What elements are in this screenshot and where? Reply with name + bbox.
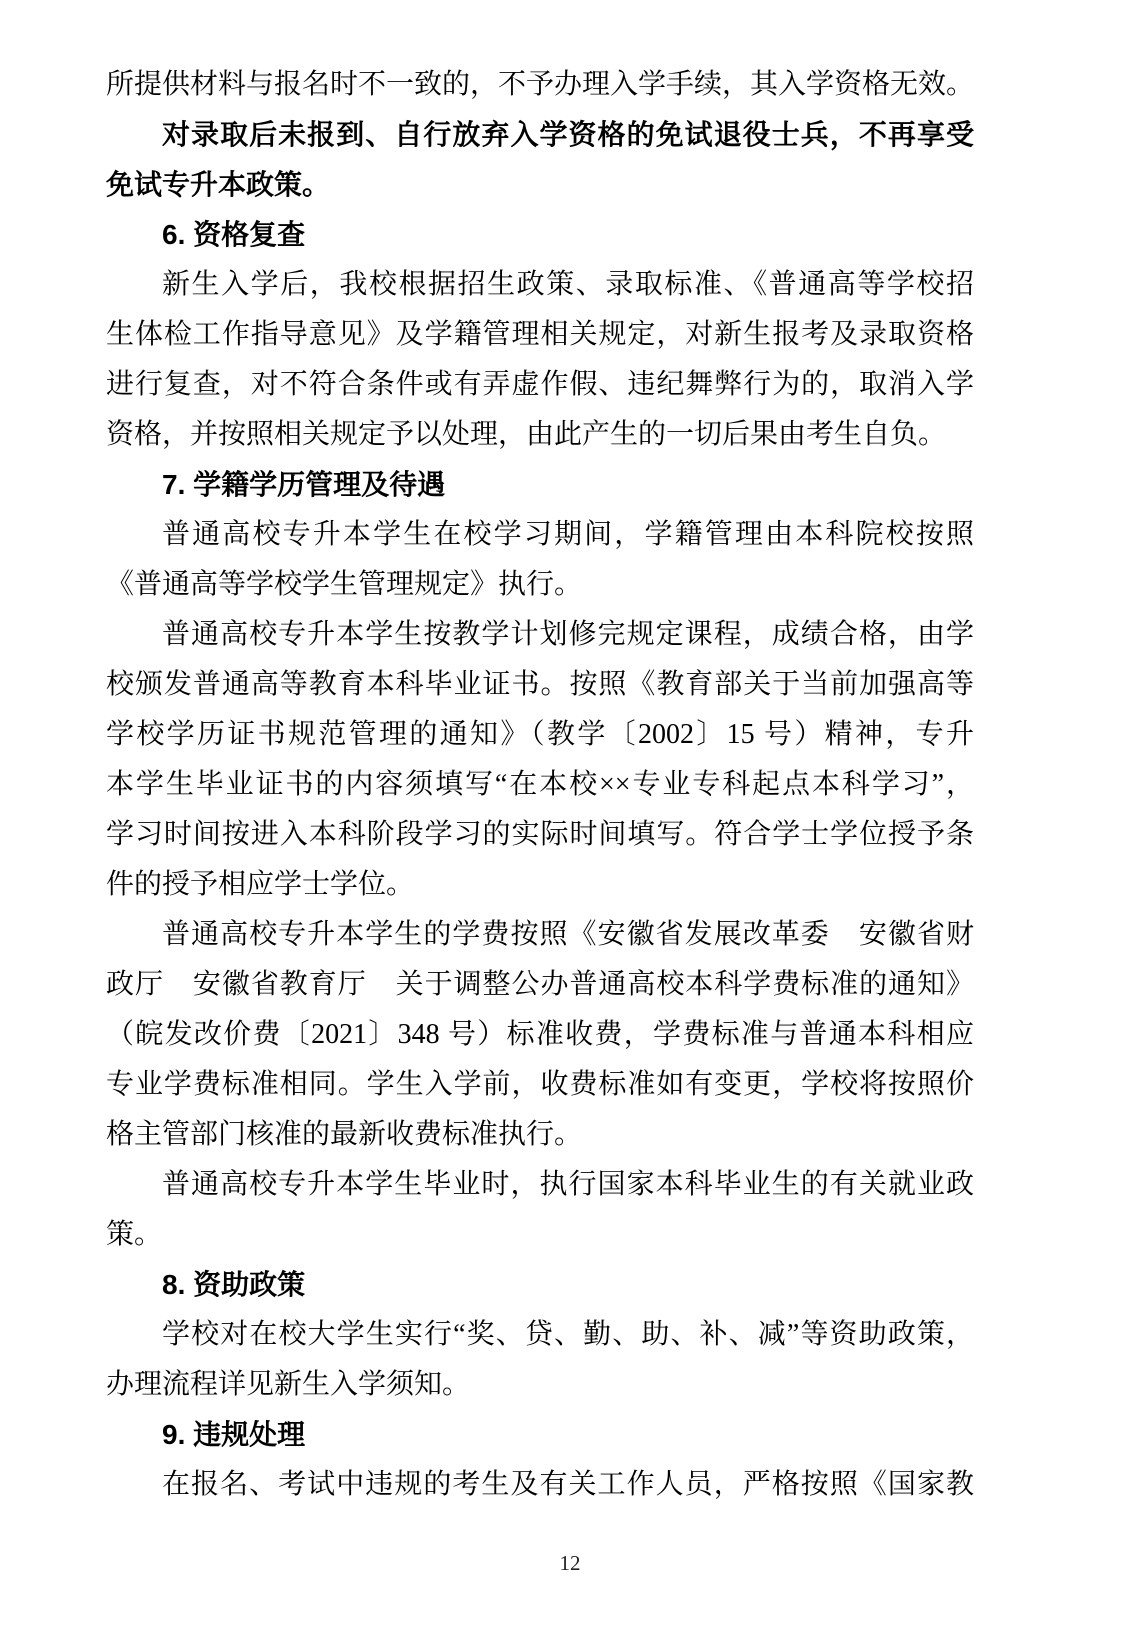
document-text-block (106, 60, 974, 1510)
paragraph-line: 学校对在校大学生实行“奖、贷、勤、助、补、减”等资助政策， (162, 1319, 974, 1350)
paragraph-line: 格主管部门核准的最新收费标准执行。 (106, 1119, 583, 1150)
paragraph-line: 普通高校专升本学生按教学计划修完规定课程，成绩合格，由学 (162, 619, 974, 650)
paragraph-line: 办理流程详见新生入学须知。 (106, 1369, 471, 1400)
paragraph-line: 《普通高等学校学生管理规定》执行。 (106, 569, 583, 600)
section-9-heading: 9. 违规处理 (162, 1419, 306, 1450)
paragraph-line: 学习时间按进入本科阶段学习的实际时间填写。符合学士学位授予条 (106, 819, 974, 850)
paragraph-line: （皖发改价费〔2021〕348 号）标准收费，学费标准与普通本科相应 (106, 1019, 974, 1050)
paragraph-line: 普通高校专升本学生的学费按照《安徽省发展改革委 安徽省财 (162, 919, 974, 950)
paragraph-line: 件的授予相应学士学位。 (106, 869, 415, 900)
paragraph-line: 普通高校专升本学生毕业时，执行国家本科毕业生的有关就业政 (162, 1169, 974, 1200)
bold-paragraph-line: 免试专升本政策。 (106, 169, 331, 200)
paragraph-line: 生体检工作指导意见》及学籍管理相关规定，对新生报考及录取资格 (106, 319, 974, 350)
paragraph-line: 资格，并按照相关规定予以处理，由此产生的一切后果由考生自负。 (106, 419, 947, 450)
paragraph-line: 专业学费标准相同。学生入学前，收费标准如有变更，学校将按照价 (106, 1069, 974, 1100)
section-7-heading: 7. 学籍学历管理及待遇 (162, 469, 446, 500)
paragraph-line: 策。 (106, 1219, 163, 1250)
paragraph-line: 普通高校专升本学生在校学习期间，学籍管理由本科院校按照 (162, 519, 974, 550)
paragraph-line: 校颁发普通高等教育本科毕业证书。按照《教育部关于当前加强高等 (106, 669, 974, 700)
paragraph-line: 新生入学后，我校根据招生政策、录取标准、《普通高等学校招 (162, 269, 974, 300)
paragraph-line: 进行复查，对不符合条件或有弄虚作假、违纪舞弊行为的，取消入学 (106, 369, 974, 400)
bold-paragraph-line: 对录取后未报到、自行放弃入学资格的免试退役士兵，不再享受 (162, 119, 974, 150)
paragraph-line: 本学生毕业证书的内容须填写“在本校××专业专科起点本科学习”， (106, 769, 974, 800)
paragraph-line: 在报名、考试中违规的考生及有关工作人员，严格按照《国家教 (162, 1469, 974, 1500)
section-8-heading: 8. 资助政策 (162, 1269, 306, 1300)
page-number: 12 (559, 1551, 581, 1575)
paragraph-line: 所提供材料与报名时不一致的，不予办理入学手续，其入学资格无效。 (106, 69, 975, 100)
paragraph-line: 学校学历证书规范管理的通知》（教学〔2002〕15 号）精神，专升 (106, 719, 974, 750)
paragraph-line: 政厅 安徽省教育厅 关于调整公办普通高校本科学费标准的通知》 (106, 969, 974, 1000)
section-6-heading: 6. 资格复查 (162, 219, 306, 250)
